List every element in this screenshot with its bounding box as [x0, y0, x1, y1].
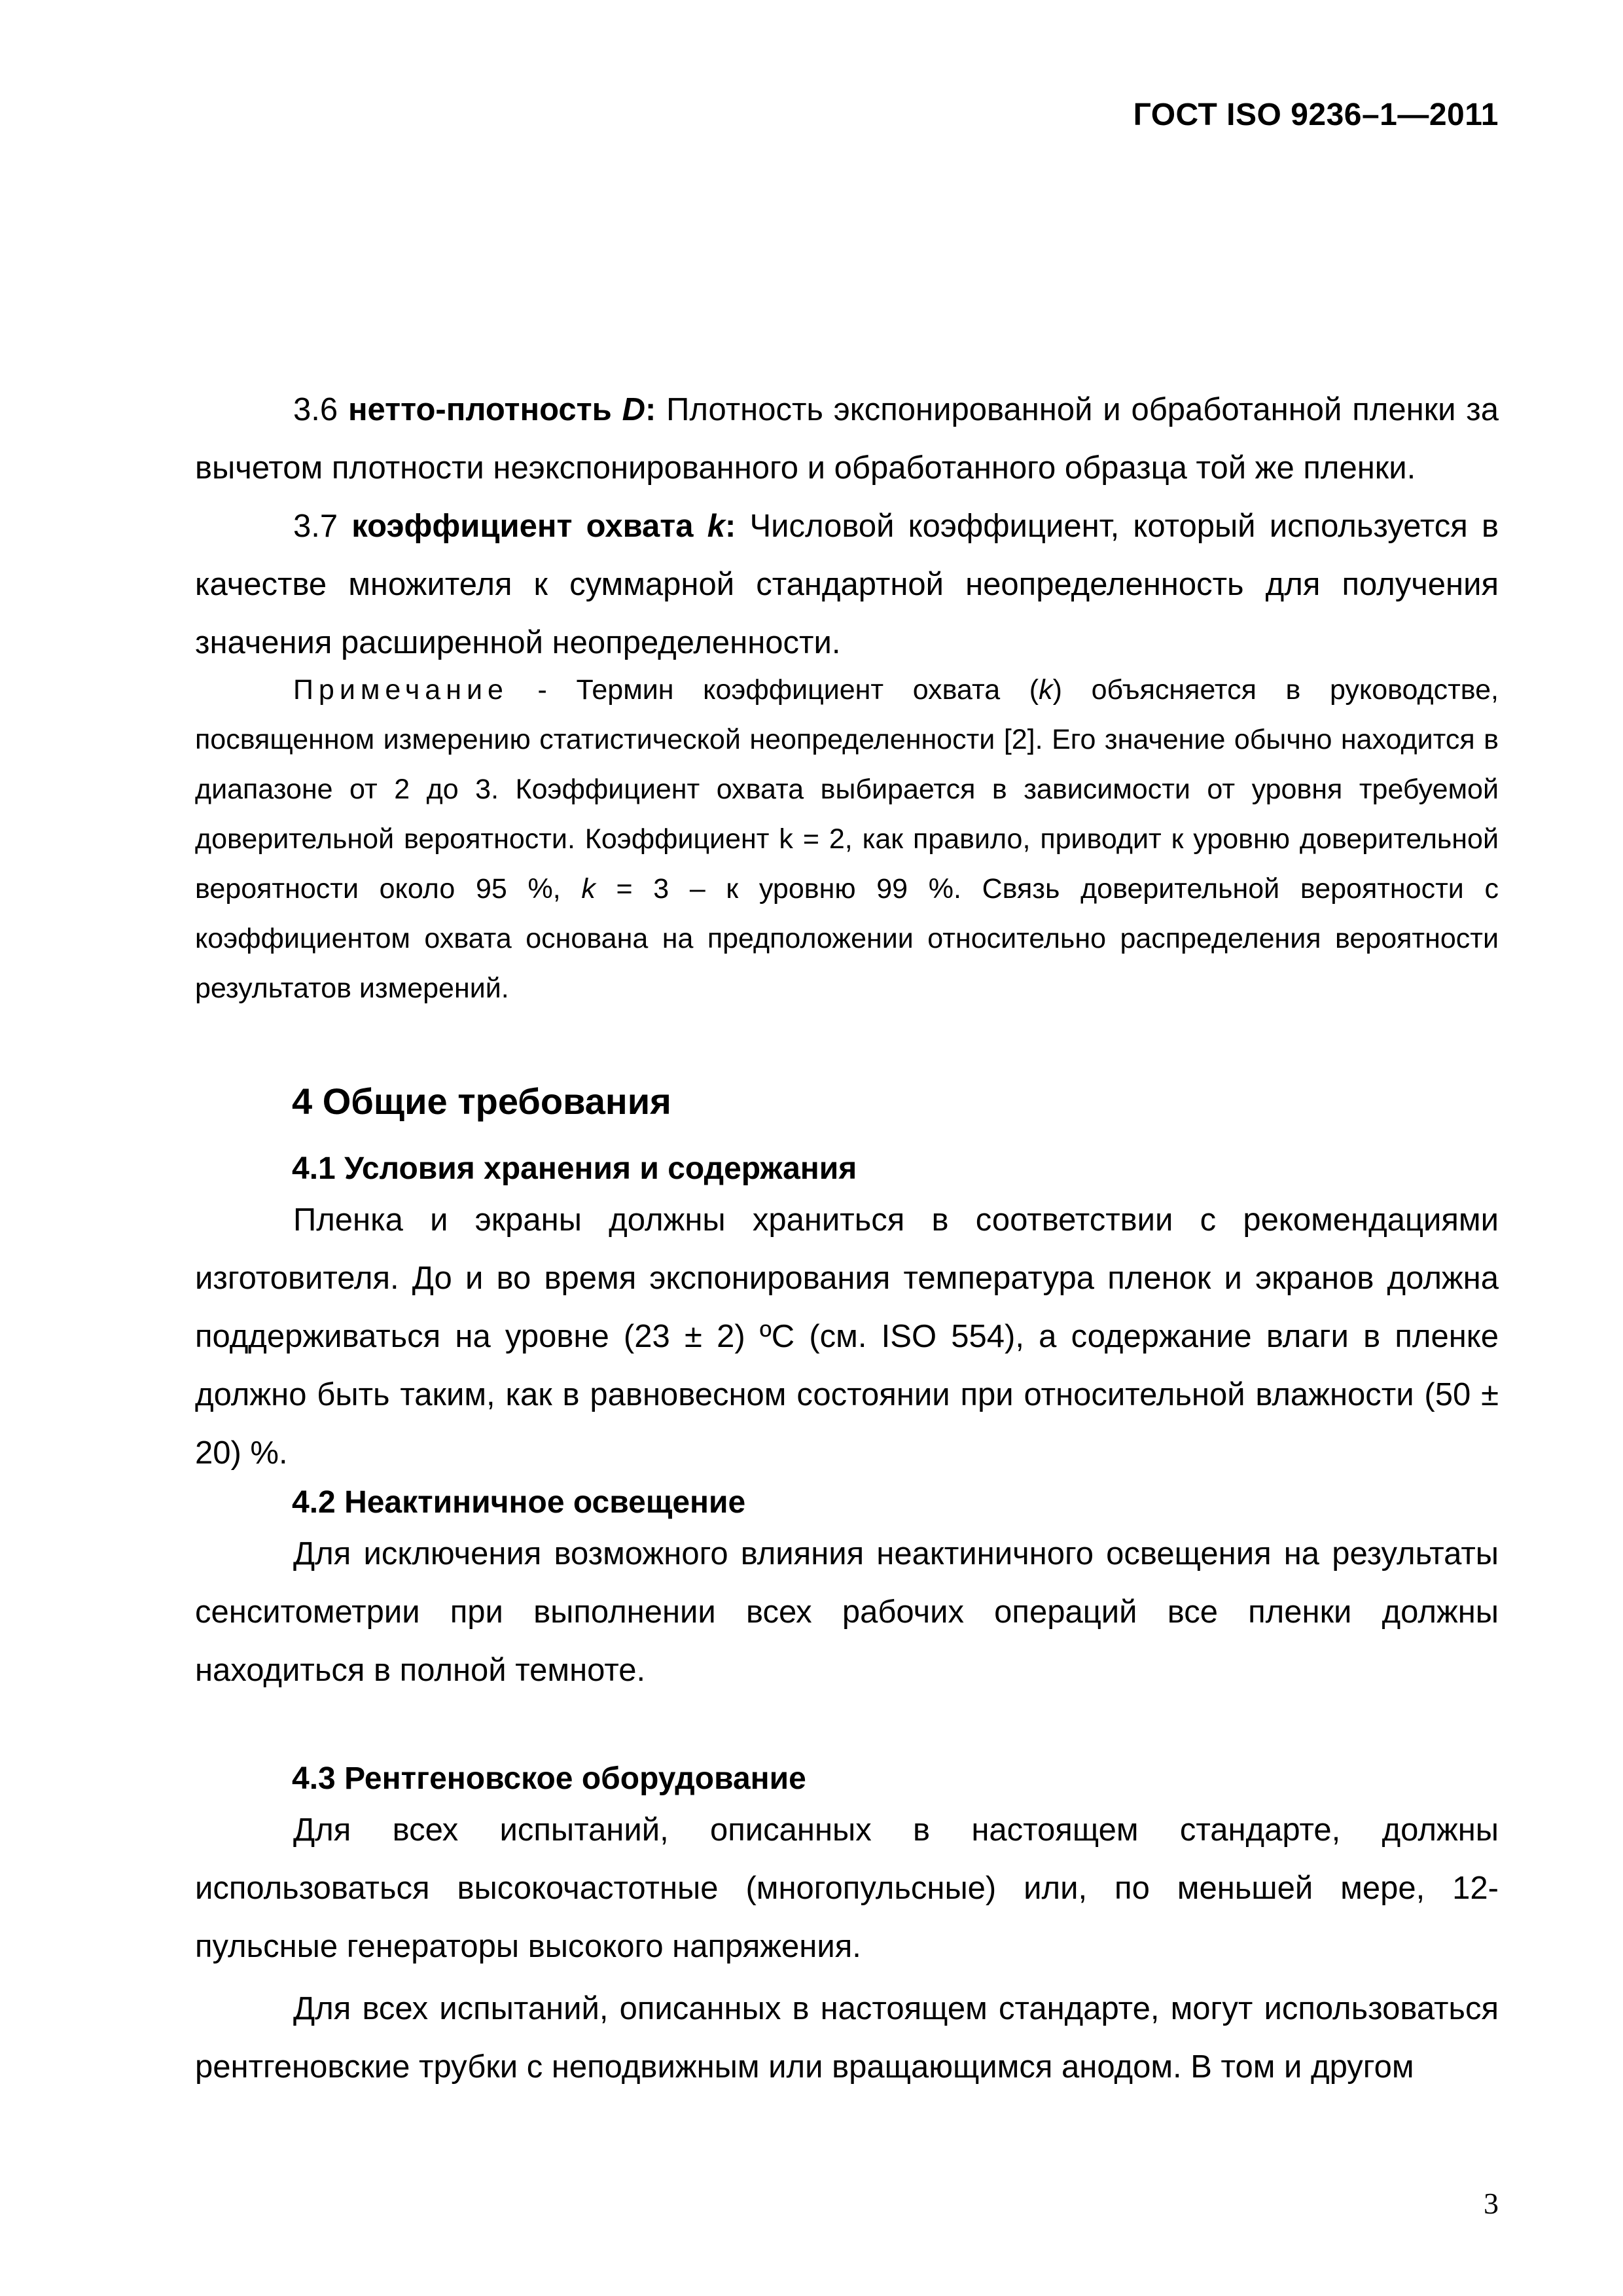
clause-number: 3.7 [293, 509, 338, 544]
subsection-title-4-3: 4.3 Рентгеновское оборудование [292, 1761, 806, 1796]
colon: : [724, 509, 736, 544]
note-text-part: = 3 – к уровню 99 %. Связь доверительной вероятности с коэффициентом охвата основана на предположении относительно распределения вероятности результатов измерений. [195, 873, 1499, 1004]
section-title: 4 Общие требования [292, 1081, 671, 1122]
clause-number: 3.6 [293, 392, 338, 427]
note-block [195, 665, 1499, 1013]
note-symbol: k [581, 873, 596, 905]
document-header: ГОСТ ISO 9236–1—2011 [1133, 98, 1499, 132]
term: нетто-плотность [348, 392, 612, 427]
subsection-4-1-body [195, 1191, 1499, 1482]
note-text-part: ) объясняется в руководстве, посвященном измерению статистической неопределенности [2]. Его значение обычно находится в диапазоне от 2 до 3. Коэффициент охвата выбирается в зависимости от уровня требуемой доверительной вероятности. Коэффициент k = 2, как правило, приводит к уровню доверительной вероятности около 95 %, [195, 674, 1499, 905]
definition-3-7 [195, 497, 1499, 672]
symbol: k [707, 509, 725, 544]
note-text-part: - Термин коэффициент охвата ( [537, 674, 1039, 706]
paragraph: Для всех испытаний, описанных в настоящем стандарте, могут использоваться рентгеновские трубки с неподвижным или вращающимся анодом. В том и другом [195, 1991, 1499, 2085]
subsection-4-2-body [195, 1525, 1499, 1700]
definition-3-6 [195, 381, 1499, 497]
page-number: 3 [1484, 2187, 1499, 2220]
colon: : [645, 392, 656, 427]
definition-body: Числовой коэффициент, который используется в качестве множителя к суммарной стандартной неопределенность для получения значения расширенной неопределенности. [195, 509, 1499, 660]
paragraph: Для исключения возможного влияния неактиничного освещения на результаты сенситометрии при выполнении всех рабочих операций все пленки должны находиться в полной темноте. [195, 1536, 1499, 1688]
note-text [195, 665, 1499, 1013]
definition-3-7-text [195, 497, 1499, 672]
note-label: Примечание [293, 674, 508, 706]
note-symbol: k [1039, 674, 1053, 706]
subsection-4-3-body [195, 1801, 1499, 2096]
definition-3-6-text [195, 381, 1499, 497]
subsection-title-4-1: 4.1 Условия хранения и содержания [292, 1151, 857, 1186]
subsection-title-4-2: 4.2 Неактиничное освещение [292, 1485, 746, 1520]
paragraph: Для всех испытаний, описанных в настоящем стандарте, должны использоваться высокочастотные (многопульсные) или, по меньшей мере, 12- пульсные генераторы высокого напряжения. [195, 1812, 1499, 1964]
term: коэффициент охвата [351, 509, 694, 544]
symbol: D [622, 392, 646, 427]
definition-body: Плотность экспонированной и обработанной пленки за вычетом плотности неэкспонированного и обработанного образца той же пленки. [195, 392, 1499, 486]
paragraph: Пленка и экраны должны храниться в соответствии с рекомендациями изготовителя. До и во время экспонирования температура пленок и экранов должна поддерживаться на уровне (23 ± 2) ºС (см. ISO 554), а содержание влаги в пленке должно быть таким, как в равновесном состоянии при относительной влажности (50 ± 20) %. [195, 1202, 1499, 1471]
